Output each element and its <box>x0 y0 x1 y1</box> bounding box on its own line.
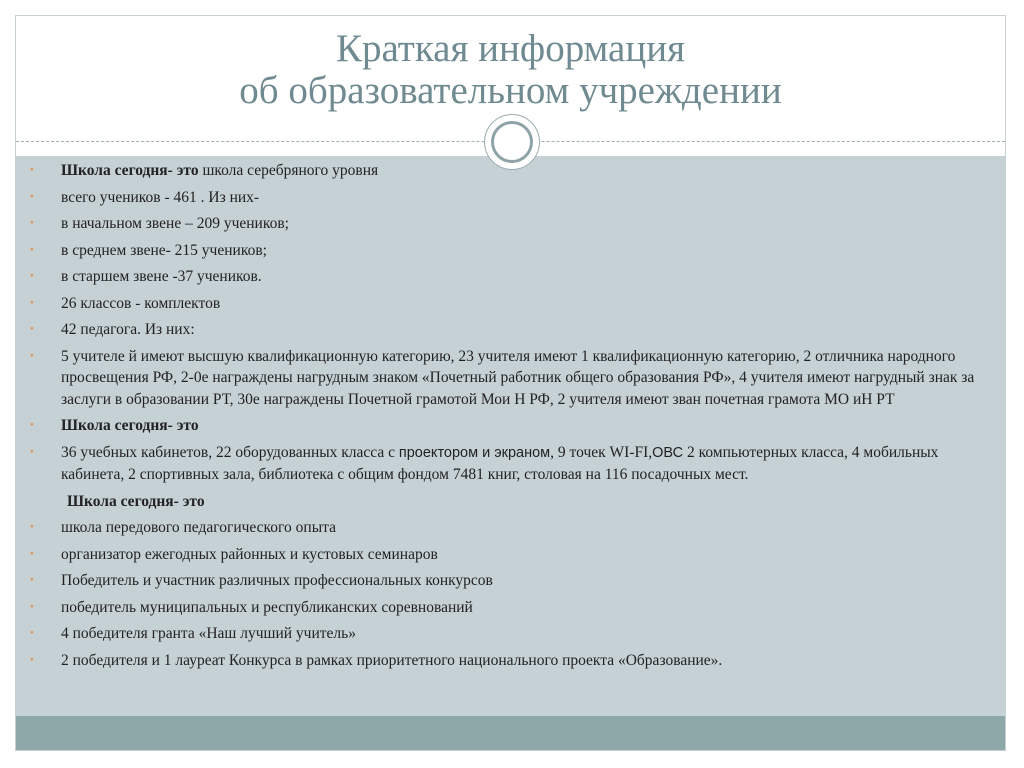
list-item <box>30 319 990 341</box>
bullet-icon: • <box>30 190 34 203</box>
bullet-icon: • <box>30 445 34 458</box>
bullet-icon: • <box>30 574 34 586</box>
list-item <box>30 266 990 288</box>
footer-band <box>16 716 1005 750</box>
bullet-icon: • <box>30 217 34 229</box>
list-item-text: всего учеников - 461 . Из них- <box>61 188 260 206</box>
bullet-icon: • <box>30 323 34 335</box>
list-item-bold: Школа сегодня- это <box>61 417 199 434</box>
list-item-text: 42 педагога. Из них: <box>61 321 195 338</box>
list-item-bold: Школа сегодня- это <box>67 492 205 510</box>
list-item-bold: Школа сегодня- это <box>61 162 199 179</box>
list-item-text: школа серебряного уровня <box>198 162 379 179</box>
list-item <box>30 160 990 182</box>
slide-title-line-2: об образовательном учреждении <box>239 69 782 112</box>
list-item <box>30 442 990 486</box>
bullet-icon: • <box>30 243 34 256</box>
bullet-icon: • <box>30 653 34 666</box>
list-item-text: ОВС <box>652 444 684 461</box>
list-item <box>30 240 990 262</box>
list-item <box>30 623 990 645</box>
list-item-text: школа передового педагогического опыта <box>61 519 336 536</box>
list-item <box>30 187 990 209</box>
list-item-text: проектором и экраном <box>398 444 551 461</box>
decorative-ring-icon <box>491 121 533 163</box>
list-item-text: 5 учителе й имеют высшую квалификационную категорию, 23 учителя имеют 1 квалификационную категорию, 2 отличника народного просвещения РФ, 2-0е награждены нагрудным знаком «Почетный работник общего образования РФ», 4 учителя имеют нагрудный знак за заслуги в образовании РТ, 30е награждены Почетной грамотой Мои Н РФ, 2 учителя имеют зван почетная грамота МО иН РТ <box>61 347 975 408</box>
list-item-text: 36 учебных кабинетов, 22 оборудованных класса с <box>61 443 399 461</box>
list-item <box>30 415 990 437</box>
list-item <box>30 517 990 539</box>
list-item <box>30 570 990 592</box>
list-item <box>30 293 990 315</box>
list-item-text: 4 победителя гранта «Наш лучший учитель» <box>61 625 356 642</box>
list-item-text: 2 компьютерных класса, 4 мобильных кабинета, 2 спортивных зала, библиотека с общим фондом 7481 книг, столовая на 116 посадочных мест. <box>61 443 939 483</box>
list-item-text: , 9 точек WI-FI, <box>550 443 653 461</box>
bullet-icon: • <box>30 164 34 176</box>
list-item <box>30 213 990 235</box>
list-item-text: в старшем звене -37 учеников. <box>61 268 262 285</box>
info-list <box>30 160 990 676</box>
list-item-text: 2 победителя и 1 лауреат Конкурса в рамках приоритетного национального проекта «Образование». <box>61 651 723 669</box>
bullet-icon: • <box>30 349 34 362</box>
list-item-text: в начальном звене – 209 учеников; <box>61 215 289 232</box>
bullet-icon: • <box>30 419 34 431</box>
list-item-text: организатор ежегодных районных и кустовых семинаров <box>61 545 438 563</box>
list-item-text: в среднем звене- 215 учеников; <box>61 241 267 259</box>
list-item-text: Победитель и участник различных профессиональных конкурсов <box>61 572 493 589</box>
bullet-icon: • <box>30 270 34 282</box>
list-item <box>30 346 990 411</box>
bullet-icon: • <box>30 600 34 613</box>
list-item <box>30 650 990 672</box>
bullet-icon: • <box>30 296 34 309</box>
list-item <box>30 544 990 566</box>
list-item <box>30 491 990 513</box>
bullet-icon: • <box>30 547 34 560</box>
list-item-text: победитель муниципальных и республиканских соревнований <box>61 598 473 616</box>
bullet-icon: • <box>30 521 34 533</box>
slide-title-line-1: Краткая информация <box>335 27 686 70</box>
list-item-text: 26 классов - комплектов <box>61 294 221 312</box>
list-item <box>30 597 990 619</box>
bullet-icon: • <box>30 627 34 639</box>
